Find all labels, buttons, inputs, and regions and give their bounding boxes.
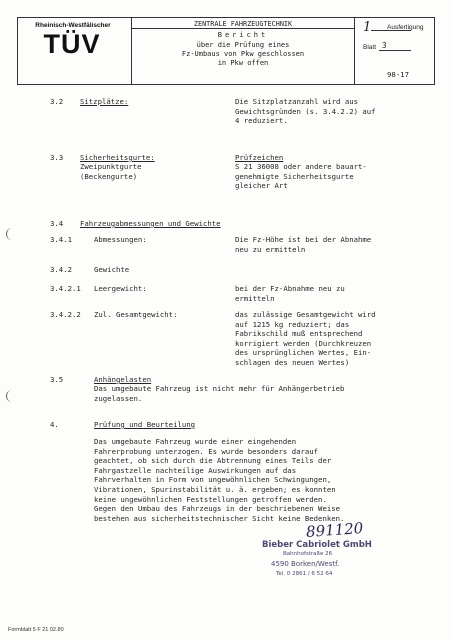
section-subtitle: Zweipunktgurte (Beckengurte) [80, 162, 142, 181]
section-number: 3.4 [50, 219, 64, 228]
tuv-logo: TÜV [43, 29, 101, 59]
section-title: Fahrzeugabmessungen und Gewichte [80, 219, 221, 228]
punch-hole-mark [6, 390, 13, 402]
section-title: Anhängelasten [94, 375, 152, 384]
section-number: 3.5 [50, 375, 64, 384]
stamp-company-name: Bieber Cabriolet GmbH [262, 540, 372, 550]
org-name: ZENTRALE FAHRZEUGTECHNIK [193, 20, 293, 28]
punch-hole-mark [6, 228, 13, 240]
sheet-underline [379, 50, 411, 51]
section-title: Abmessungen: [94, 235, 147, 244]
report-subtitle-line2: Fz-Umbaus von Pkw geschlossen [181, 50, 305, 58]
section-number: 3.4.2.2 [50, 310, 81, 319]
report-subtitle-line1: über die Prüfung eines [196, 41, 290, 49]
section-title: Gewichte [94, 265, 130, 274]
section-text: S 21 36008 oder andere bauart- genehmigte Sicherheitsgurte gleicher Art [235, 162, 367, 191]
section-title: Prüfung und Beurteilung [94, 420, 196, 429]
section-title: Leergewicht: [94, 284, 147, 293]
section-title: Sicherheitsgurte: [80, 153, 155, 162]
section-number: 3.4.2.1 [50, 284, 81, 293]
copy-label: Ausfertigung [387, 24, 424, 31]
handwritten-number: 891120 [305, 519, 364, 541]
sheet-number: 3 [382, 41, 387, 50]
stamp-city: 4590 Borken/Westf. [271, 560, 340, 568]
stamp-street: Bahnhofstraße 26 [283, 551, 333, 557]
document-header [17, 17, 435, 85]
section-number: 4. [50, 420, 59, 429]
section-number: 3.2 [50, 97, 64, 106]
section-number: 3.3 [50, 153, 64, 162]
section-title: Zul. Gesamtgewicht: [94, 310, 178, 319]
logo-subtitle: Rheinisch-Westfälischer [35, 22, 111, 29]
section-number: 3.4.1 [50, 235, 72, 244]
stamp-phone: Tel. 0 2861 / 6 52 64 [276, 571, 333, 577]
report-subtitle-line3: in Pkw offen [217, 59, 269, 67]
sheet-label: Blatt [363, 44, 377, 51]
section-text: Die Fz-Höhe ist bei der Abnahme neu zu ermitteln [235, 235, 372, 254]
report-title: Bericht [217, 31, 269, 39]
report-reference: 98-17 [387, 70, 409, 79]
section-text: Das umgebaute Fahrzeug wurde einer eingehenden Fahrerprobung unterzogen. Es wurde besonders darauf geachtet, ob sich durch die Abtrennung eines Teils der Fahrgastzelle nachteilige Auswirkungen auf das Fahrverhalten in Form von ungewöhnlichen Schwingungen, Vibrationen, Spurinstabilität u. ä. ergeben; es konnten keine ungewöhnlichen Feststellungen getroffen werden. Gegen den Umbau des Fahrzeugs in der beschriebenen Weise bestehen aus sicherheitstechnischer Sicht keine Bedenken. [94, 437, 345, 523]
section-text: Die Sitzplatzanzahl wird aus Gewichtsgründen (s. 3.4.2.2) auf 4 reduziert. [235, 97, 376, 126]
section-text: das zulässige Gesamtgewicht wird auf 1215 kg reduziert; das Fabrikschild muß entsprechend korrigiert werden (Durchkreuzen des ursprünglichen Wertes, Ein- schlagen des neuen Wertes) [235, 310, 376, 367]
section-number: 3.4.2 [50, 265, 72, 274]
form-number: Formblatt 5 F 21 02.80 [8, 627, 64, 633]
section-text: Das umgebaute Fahrzeug ist nicht mehr für Anhängerbetrieb zugelassen. [94, 384, 345, 403]
copy-number: 1 [363, 20, 372, 35]
section-heading: Prüfzeichen [235, 153, 284, 162]
section-title: Sitzplätze: [80, 97, 129, 106]
section-text: bei der Fz-Abnahme neu zu ermitteln [235, 284, 345, 303]
